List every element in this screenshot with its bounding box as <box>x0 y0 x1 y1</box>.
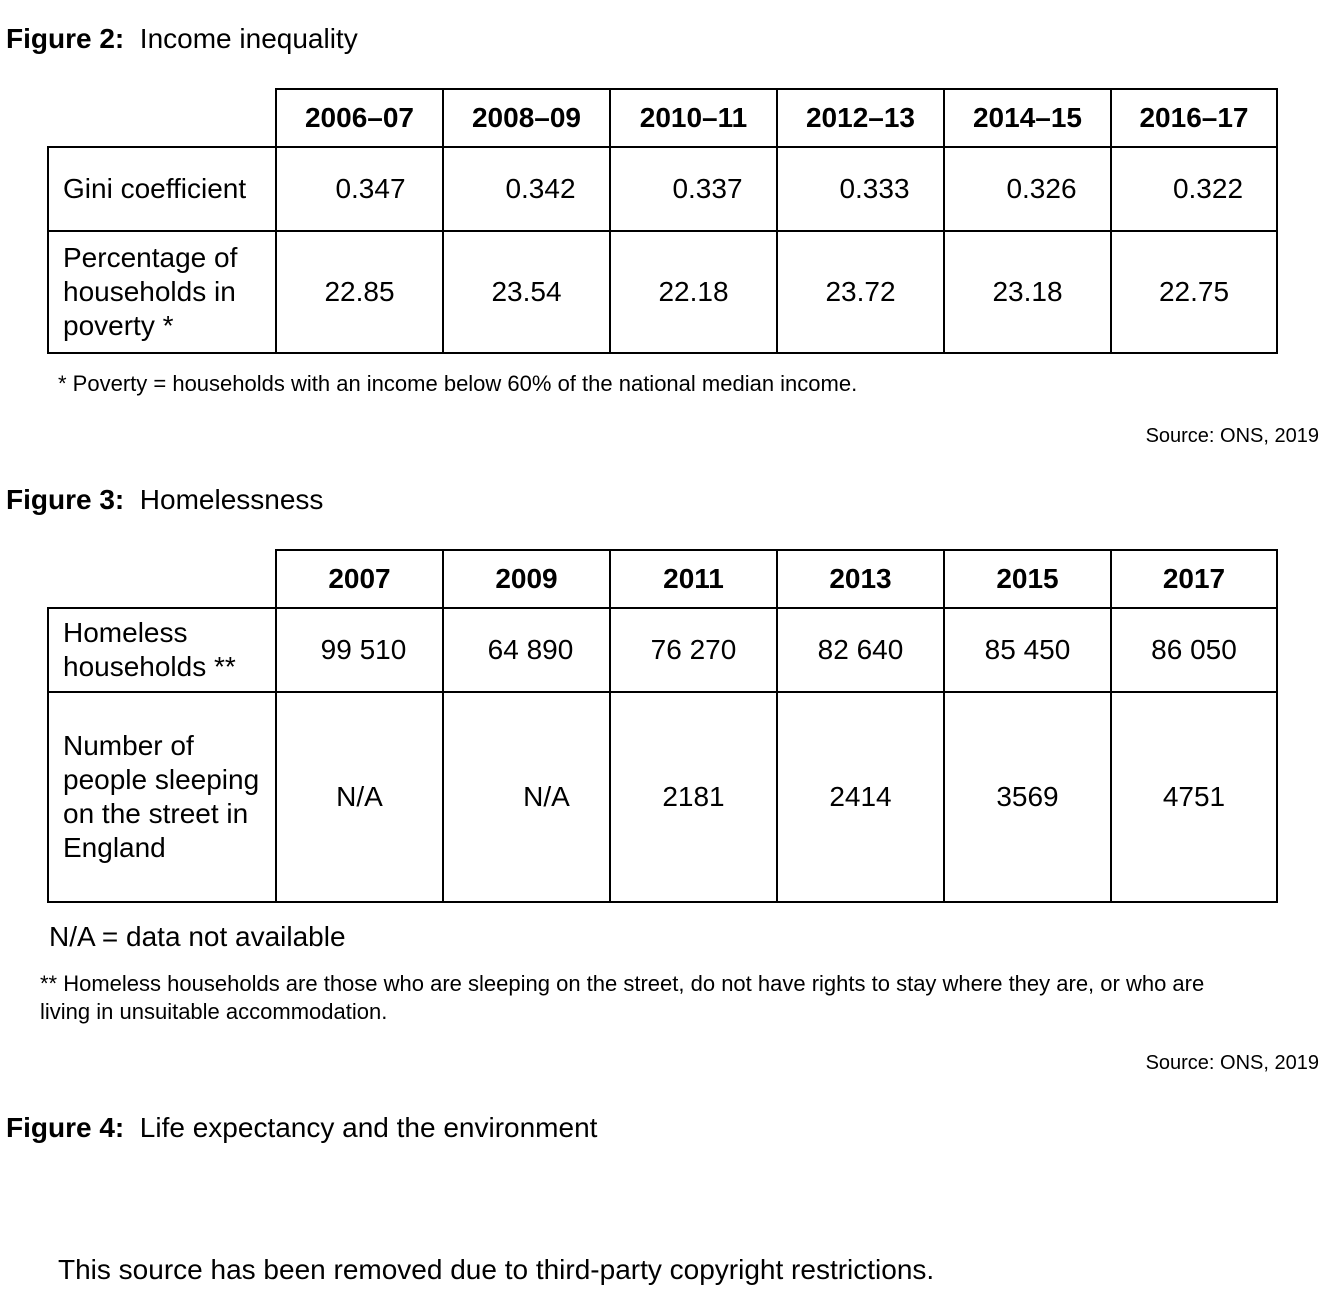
income-inequality-table <box>47 88 1278 354</box>
homeless-value: 82 640 <box>777 608 944 692</box>
rough-sleepers-value: 4751 <box>1111 692 1277 902</box>
table-row <box>48 231 1277 353</box>
poverty-value: 23.72 <box>777 231 944 353</box>
figure-3-heading: Homelessness <box>139 484 324 515</box>
figure-4-title <box>6 1114 597 1142</box>
year-header: 2017 <box>1111 550 1277 608</box>
homeless-value: 99 510 <box>276 608 443 692</box>
year-header: 2013 <box>777 550 944 608</box>
gini-value: 0.342 <box>443 147 610 231</box>
rough-sleepers-value: 2181 <box>610 692 777 902</box>
period-header: 2006–07 <box>276 89 443 147</box>
poverty-value: 23.54 <box>443 231 610 353</box>
period-header: 2010–11 <box>610 89 777 147</box>
rough-sleepers-value: N/A <box>443 692 610 902</box>
period-header: 2014–15 <box>944 89 1111 147</box>
figure-4-heading: Life expectancy and the environment <box>139 1112 598 1143</box>
homeless-footnote-line-2: living in unsuitable accommodation. <box>40 999 388 1024</box>
homeless-footnote-line-1: ** Homeless households are those who are sleeping on the street, do not have rights to stay where they are, or who are <box>40 971 1205 996</box>
period-header: 2012–13 <box>777 89 944 147</box>
gini-value: 0.322 <box>1111 147 1277 231</box>
homelessness-table <box>47 549 1278 903</box>
row-label-gini: Gini coefficient <box>48 147 276 231</box>
rough-sleepers-value: 2414 <box>777 692 944 902</box>
figure-2-source: Source: ONS, 2019 <box>1145 425 1319 447</box>
row-label-rough-sleepers: Number of people sleeping on the street in England <box>48 692 276 902</box>
period-header: 2016–17 <box>1111 89 1277 147</box>
figure-3-source: Source: ONS, 2019 <box>1145 1052 1319 1074</box>
table-corner <box>48 89 276 147</box>
na-note: N/A = data not available <box>49 921 346 952</box>
poverty-value: 23.18 <box>944 231 1111 353</box>
figure-2-title <box>6 25 358 53</box>
figure-3-label: Figure 3: <box>6 484 125 515</box>
poverty-value: 22.18 <box>610 231 777 353</box>
poverty-value: 22.85 <box>276 231 443 353</box>
period-header: 2008–09 <box>443 89 610 147</box>
poverty-value: 22.75 <box>1111 231 1277 353</box>
poverty-footnote: * Poverty = households with an income below 60% of the national median income. <box>58 371 858 396</box>
gini-value: 0.333 <box>777 147 944 231</box>
gini-value: 0.326 <box>944 147 1111 231</box>
homeless-value: 76 270 <box>610 608 777 692</box>
gini-value: 0.347 <box>276 147 443 231</box>
figure-4-label: Figure 4: <box>6 1112 125 1143</box>
gini-value: 0.337 <box>610 147 777 231</box>
figure-2-heading: Income inequality <box>139 23 358 54</box>
year-header: 2007 <box>276 550 443 608</box>
row-label-poverty: Percentage of households in poverty * <box>48 231 276 353</box>
table-row <box>48 608 1277 692</box>
row-label-homeless-households: Homeless households ** <box>48 608 276 692</box>
copyright-removed-notice: This source has been removed due to third-party copyright restrictions. <box>58 1254 935 1285</box>
homeless-value: 64 890 <box>443 608 610 692</box>
homeless-value: 85 450 <box>944 608 1111 692</box>
rough-sleepers-value: N/A <box>276 692 443 902</box>
year-header: 2011 <box>610 550 777 608</box>
table-corner <box>48 550 276 608</box>
figure-2-label: Figure 2: <box>6 23 125 54</box>
table-row <box>48 692 1277 902</box>
year-header: 2015 <box>944 550 1111 608</box>
year-header: 2009 <box>443 550 610 608</box>
homeless-value: 86 050 <box>1111 608 1277 692</box>
table-row <box>48 147 1277 231</box>
rough-sleepers-value: 3569 <box>944 692 1111 902</box>
figure-3-title <box>6 486 323 514</box>
